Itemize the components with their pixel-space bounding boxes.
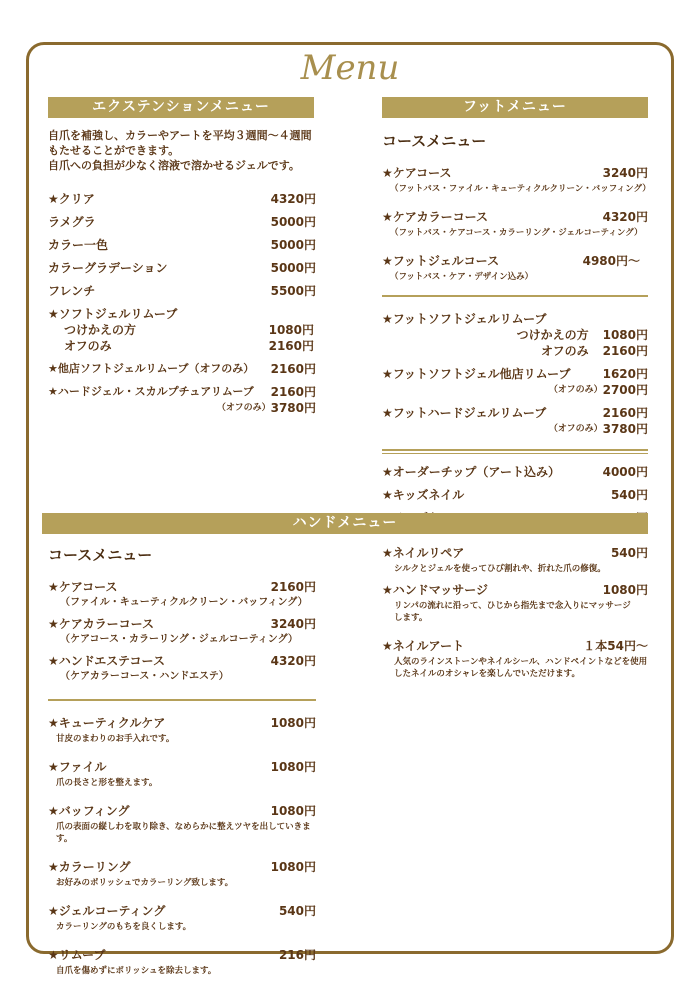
hand-right-item: ★ネイルアート １本54円〜 xyxy=(382,639,648,653)
hand-single-note: 爪の長さと形を整えます。 xyxy=(56,778,158,788)
hand-left-section xyxy=(48,538,316,977)
extension-item: カラー一色 5000円 xyxy=(48,238,316,252)
hand-course-note: （ケアコース・カラーリング・ジェルコーティング） xyxy=(60,634,298,645)
foot-other-remove: ★フットソフトジェル他店リムーブ 1620円 xyxy=(382,367,648,381)
foot-section xyxy=(382,124,651,526)
hand-single-note: 爪の表面の縦しわを取り除き、なめらかに整えツヤを出していきます。 xyxy=(56,822,311,844)
foot-other-remove-sub: （オフのみ） 2700円 xyxy=(548,383,648,397)
extension-band: エクステンションメニュー xyxy=(48,97,314,118)
foot-soft-remove-title: ★フットソフトジェルリムーブ xyxy=(382,312,547,326)
hand-right-note: 人気のラインストーンやネイルシール、ハンドペイントなどを使用したネイルのオシャレを楽しんでいただけます。 xyxy=(394,657,648,679)
foot-soft-remove-line2: オフのみ 2160円 xyxy=(540,344,648,358)
divider xyxy=(382,453,648,454)
foot-extra: ★オーダーチップ（アート込み） 4000円 xyxy=(382,465,648,479)
foot-course-note: （フットバス・ケアコース・カラーリング・ジェルコーティング） xyxy=(390,228,643,238)
hand-course-note: （ケアカラーコース・ハンドエステ） xyxy=(60,671,229,682)
hard-remove: ★ハードジェル・スカルプチュアリムーブ 2160円 xyxy=(48,385,316,399)
hand-right-section xyxy=(382,545,648,680)
foot-soft-remove-line1: つけかえの方 1080円 xyxy=(516,328,648,342)
hand-single: ★ジェルコーティング 540円 xyxy=(48,904,316,918)
soft-remove-title: ★ソフトジェルリムーブ xyxy=(48,307,178,321)
hand-single: ★リムーブ 216円 xyxy=(48,948,316,962)
hand-single-note: 自爪を傷めずにポリッシュを除去します。 xyxy=(56,966,217,976)
foot-course: ★ケアコース 3240円 xyxy=(382,166,648,180)
hand-course: ★ケアカラーコース 3240円 xyxy=(48,617,316,631)
hand-course-title: コースメニュー xyxy=(48,546,153,564)
hand-single-note: カラーリングのもちを良くします。 xyxy=(56,922,192,932)
extension-intro-3: 自爪への負担が少なく溶液で溶かせるジェルです。 xyxy=(48,159,300,172)
hand-band: ハンドメニュー xyxy=(42,513,648,534)
hard-remove-sub: （オフのみ） 3780円 xyxy=(216,401,316,415)
hand-right-note: シルクとジェルを使ってひび割れや、折れた爪の修復。 xyxy=(394,564,606,574)
divider xyxy=(48,699,316,701)
foot-course-note: （フットバス・ケア・デザイン込み） xyxy=(390,272,534,282)
hand-right-item: ★ネイルリペア 540円 xyxy=(382,546,648,560)
hand-single: ★バッフィング 1080円 xyxy=(48,804,316,818)
hand-course: ★ハンドエステコース 4320円 xyxy=(48,654,316,668)
divider xyxy=(382,449,648,451)
extension-item: カラーグラデーション 5000円 xyxy=(48,261,316,275)
extension-item: ★クリア 4320円 xyxy=(48,192,316,206)
foot-course: ★ケアカラーコース 4320円 xyxy=(382,210,648,224)
hand-course: ★ケアコース 2160円 xyxy=(48,580,316,594)
menu-title: Menu xyxy=(300,48,400,88)
hand-right-item: ★ハンドマッサージ 1080円 xyxy=(382,583,648,597)
extension-intro-2: もたせることができます。 xyxy=(48,144,180,157)
hand-single: ★ファイル 1080円 xyxy=(48,760,316,774)
extension-item: フレンチ 5500円 xyxy=(48,284,316,298)
divider xyxy=(382,295,648,297)
soft-remove-line1: つけかえの方 1080円 xyxy=(64,323,314,337)
foot-hard-remove: ★フットハードジェルリムーブ 2160円 xyxy=(382,406,648,420)
foot-hard-remove-sub: （オフのみ） 3780円 xyxy=(548,422,648,436)
foot-course: ★フットジェルコース 4980円〜 xyxy=(382,254,640,268)
foot-band: フットメニュー xyxy=(382,97,648,118)
extension-item: ラメグラ 5000円 xyxy=(48,215,316,229)
hand-single: ★カラーリング 1080円 xyxy=(48,860,316,874)
extension-intro-1: 自爪を補強し、カラーやアートを平均３週間〜４週間 xyxy=(48,129,312,142)
hand-single-note: お好みのポリッシュでカラーリング致します。 xyxy=(56,878,234,888)
foot-course-note: （フットバス・ファイル・キューティクルクリーン・バッフィング） xyxy=(390,184,651,194)
hand-single: ★キューティクルケア 1080円 xyxy=(48,716,316,730)
hand-right-note: リンパの流れに沿って、ひじから指先まで念入りにマッサージします。 xyxy=(394,601,631,623)
hand-course-note: （ファイル・キューティクルクリーン・バッフィング） xyxy=(60,597,308,608)
foot-extra: ★キッズネイル 540円 xyxy=(382,488,648,502)
extension-section xyxy=(48,128,316,416)
foot-course-title: コースメニュー xyxy=(382,132,487,150)
hand-single-note: 甘皮のまわりのお手入れです。 xyxy=(56,734,175,744)
soft-remove-line2: オフのみ 2160円 xyxy=(64,339,314,353)
other-remove: ★他店ソフトジェルリムーブ（オフのみ） 2160円 xyxy=(48,362,316,376)
